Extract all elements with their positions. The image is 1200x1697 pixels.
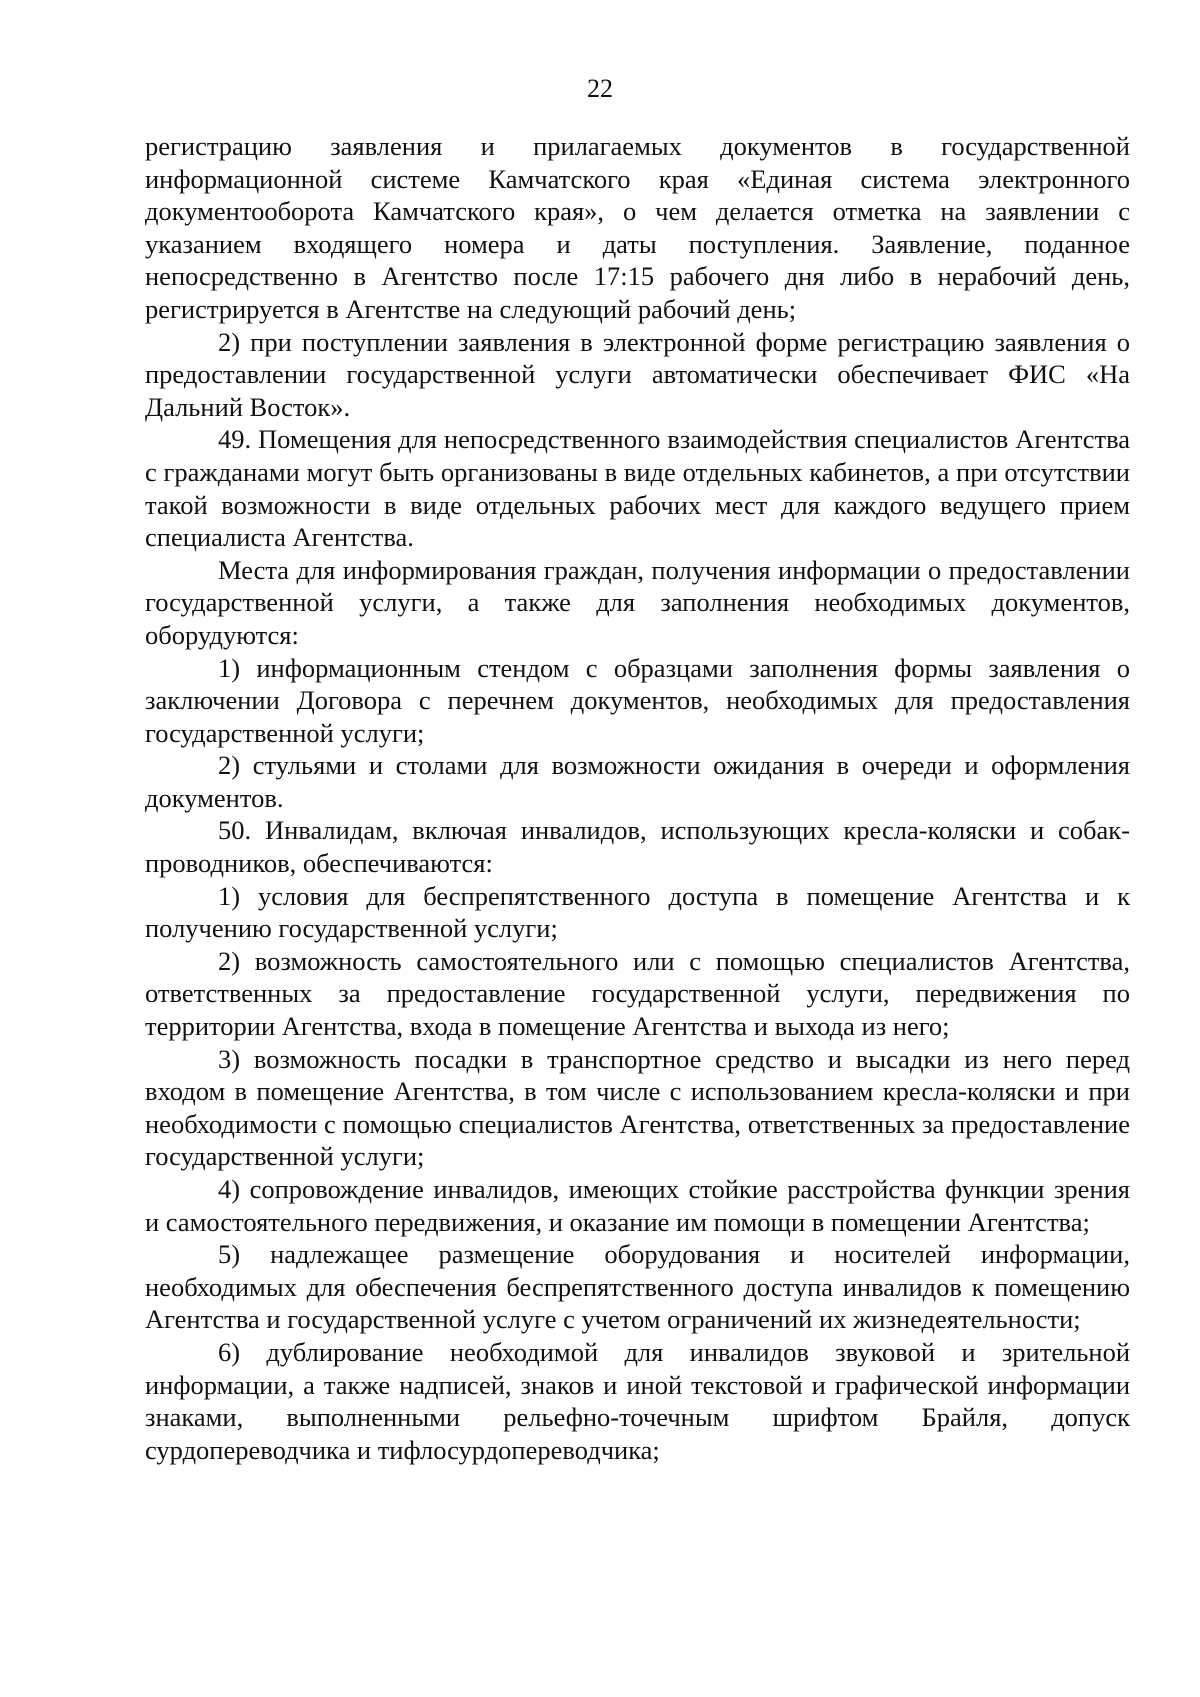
paragraph: 3) возможность посадки в транспортное средство и высадки из него перед входом в помещение Агентства, в том числе с использованием кресла-коляски и при необходимости с помощью специалистов Агентства, ответственных за предоставление государственной услуги; xyxy=(145,1043,1130,1172)
paragraph: 2) при поступлении заявления в электронной форме регистрацию заявления о предоставлении государственной услуги автоматически обеспечивает ФИС «На Дальний Восток». xyxy=(145,326,1130,422)
page-number: 22 xyxy=(587,74,613,103)
paragraph: 4) сопровождение инвалидов, имеющих стойкие расстройства функции зрения и самостоятельного передвижения, и оказание им помощи в помещении Агентства; xyxy=(145,1174,1130,1237)
paragraph: 49. Помещения для непосредственного взаимодействия специалистов Агентства с гражданами могут быть организованы в виде отдельных кабинетов, а при отсутствии такой возможности в виде отдельных рабочих мест для каждого ведущего прием специалиста Агентства. xyxy=(145,424,1130,553)
paragraph: Места для информирования граждан, получения информации о предоставлении государственной услуги, а также для заполнения необходимых документов, оборудуются: xyxy=(145,554,1130,650)
paragraph: 2) стульями и столами для возможности ожидания в очереди и оформления документов. xyxy=(145,750,1130,813)
paragraph: 1) информационным стендом с образцами заполнения формы заявления о заключении Договора с перечнем документов, необходимых для предоставления государственной услуги; xyxy=(145,652,1130,748)
paragraph: 6) дублирование необходимой для инвалидов звуковой и зрительной информации, а также надписей, знаков и иной текстовой и графической информации знаками, выполненными рельефно-точечным шрифтом Брайля, допуск сурдопереводчика и тифлосурдопереводчика; xyxy=(145,1336,1130,1465)
paragraph: 50. Инвалидам, включая инвалидов, использующих кресла-коляски и собак-проводников, обеспечиваются: xyxy=(145,815,1130,879)
paragraph: регистрацию заявления и прилагаемых документов в государственной информационной системе Камчатского края «Единая система электронного документооборота Камчатского края», о чем делается отметка на заявлении с указанием входящего номера и даты поступления. Заявление, поданное непосредственно в Агентство после 17:15 рабочего дня либо в нерабочий день, регистрируется в Агентстве на следующий рабочий день; xyxy=(145,131,1130,324)
document-body xyxy=(145,130,1130,1466)
paragraph: 5) надлежащее размещение оборудования и носителей информации, необходимых для обеспечения беспрепятственного доступа инвалидов к помещению Агентства и государственной услуге с учетом ограничений их жизнедеятельности; xyxy=(145,1239,1130,1335)
paragraph: 2) возможность самостоятельного или с помощью специалистов Агентства, ответственных за предоставление государственной услуги, передвижения по территории Агентства, входа в помещение Агентства и выхода из него; xyxy=(145,945,1130,1042)
paragraph: 1) условия для беспрепятственного доступа в помещение Агентства и к получению государственной услуги; xyxy=(145,880,1130,944)
